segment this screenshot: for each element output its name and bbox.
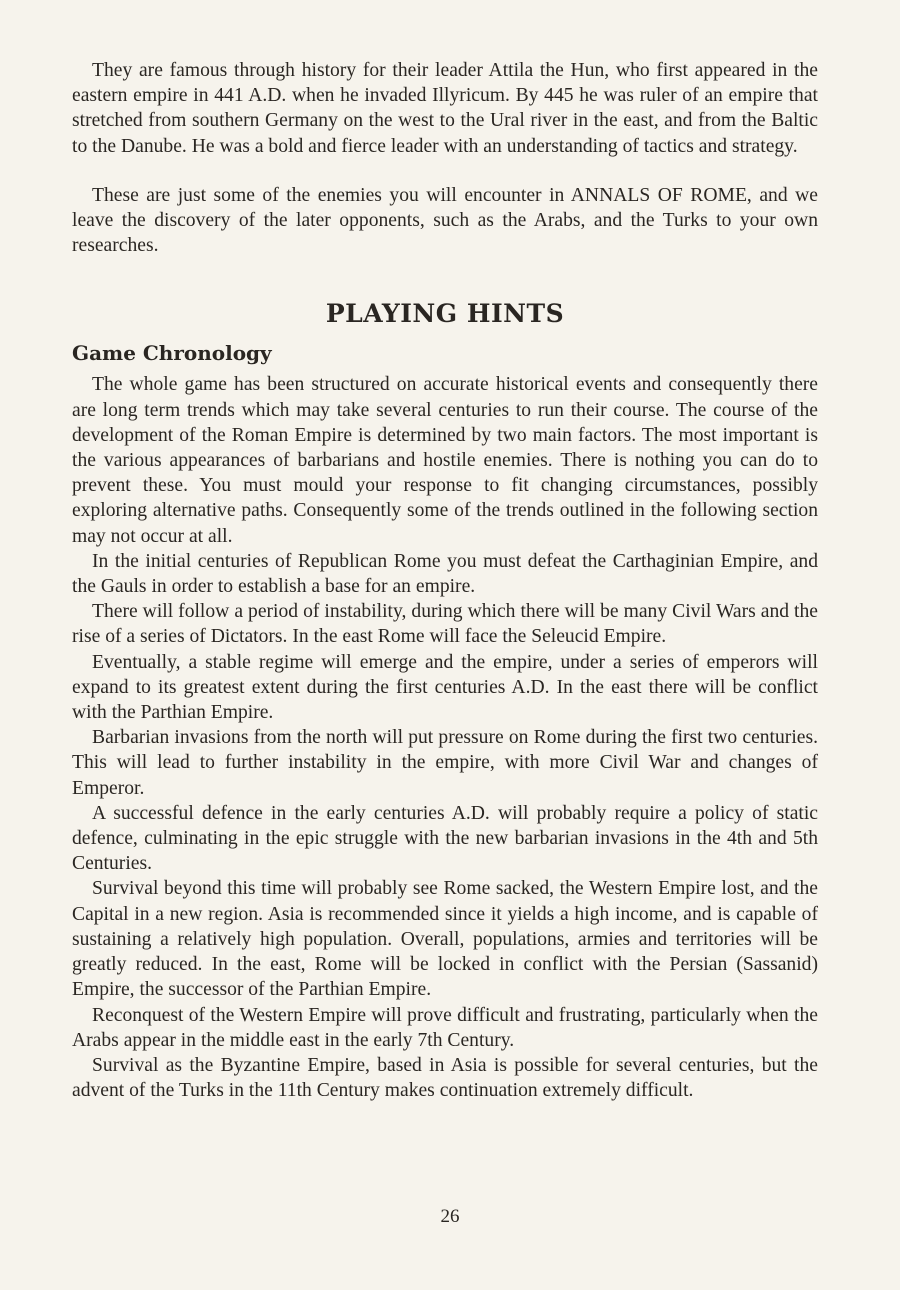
page-number: 26	[440, 1206, 460, 1227]
body-paragraph: There will follow a period of instability, during which there will be many Civil Wars and the rise of a series of Dictators. In the east Rome will face the Seleucid Empire.	[72, 601, 818, 648]
body-text	[72, 372, 818, 1103]
body-paragraph: A successful defence in the early centuries A.D. will probably require a policy of static defence, culminating in the epic struggle with the new barbarian invasions in the 4th and 5th Centuries.	[72, 802, 818, 875]
body-paragraph: Survival beyond this time will probably see Rome sacked, the Western Empire lost, and the Capital in a new region. Asia is recommended since it yields a high income, and is capable of sustaining a relatively high population. Overall, populations, armies and territories will be greatly reduced. In the east, Rome will be locked in conflict with the Persian (Sassanid) Empire, the successor of the Parthian Empire.	[72, 878, 818, 1001]
body-paragraph: The whole game has been structured on accurate historical events and consequently there are long term trends which may take several centuries to run their course. The course of the development of the Roman Empire is determined by two main factors. The most important is the various appearances of barbarians and hostile enemies. There is nothing you can do to prevent these. You must mould your response to fit changing circumstances, possibly exploring alternative paths. Consequently some of the trends outlined in the following section may not occur at all.	[72, 374, 818, 547]
intro-paragraph: These are just some of the enemies you will encounter in ANNALS OF ROME, and we leave the discovery of the later opponents, such as the Arabs, and the Turks to your own researches.	[72, 184, 818, 257]
intro-paragraph: They are famous through history for their leader Attila the Hun, who first appeared in the eastern empire in 441 A.D. when he invaded Illyricum. By 445 he was ruler of an empire that stretched from southern Germany on the west to the Ural river in the east, and from the Baltic to the Danube. He was a bold and fierce leader with an understanding of tactics and strategy.	[72, 60, 818, 157]
body-paragraph: Barbarian invasions from the north will put pressure on Rome during the first two centuries. This will lead to further instability in the empire, with more Civil War and changes of Emperor.	[72, 727, 818, 799]
body-paragraph: In the initial centuries of Republican Rome you must defeat the Carthaginian Empire, and the Gauls in order to establish a base for an empire.	[72, 550, 818, 598]
page-content	[72, 58, 818, 1103]
subheading: Game Chronology	[72, 341, 272, 366]
section-title: PLAYING HINTS	[325, 299, 565, 329]
body-paragraph: Eventually, a stable regime will emerge and the empire, under a series of emperors will expand to its greatest extent during the first centuries A.D. In the east there will be conflict with the Parthian Empire.	[72, 651, 818, 724]
body-paragraph: Survival as the Byzantine Empire, based in Asia is possible for several centuries, but the advent of the Turks in the 11th Century makes continuation extremely difficult.	[72, 1054, 818, 1102]
body-paragraph: Reconquest of the Western Empire will prove difficult and frustrating, particularly when the Arabs appear in the middle east in the early 7th Century.	[72, 1004, 818, 1051]
